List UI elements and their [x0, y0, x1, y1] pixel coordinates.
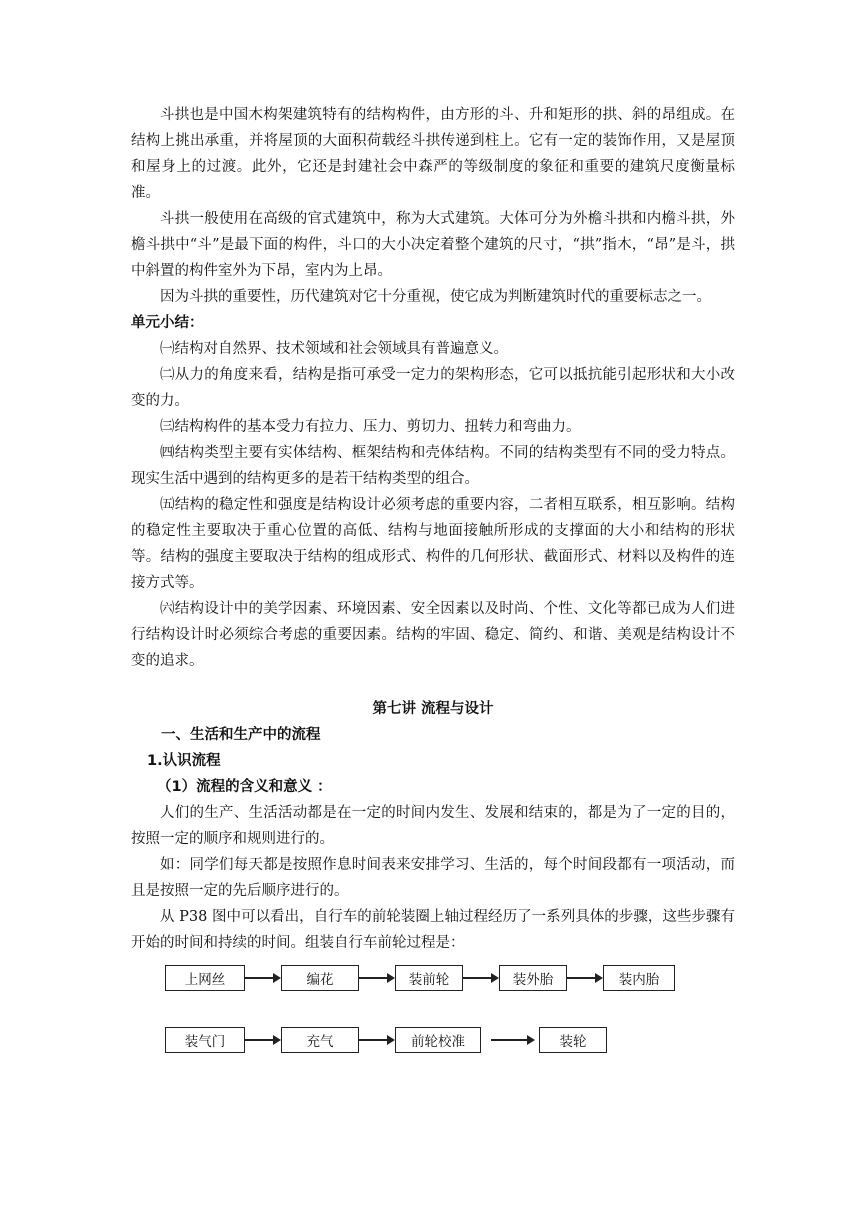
chapter-title: 第七讲 流程与设计: [372, 701, 494, 717]
flow-arrow: [463, 973, 499, 983]
paragraph-bicycle-process: 从 P38 图中可以看出，自行车的前轮装圈上轴过程经历了一系列具体的步骤，这些步骤有开始的时间和持续的时间。组装自行车前轮过程是：: [131, 909, 736, 951]
summary-item-3: ㈢结构构件的基本受力有拉力、压力、剪切力、扭转力和弯曲力。: [160, 419, 581, 435]
flow-step: 前轮校准: [395, 1027, 481, 1053]
summary-item-1: ㈠结构对自然界、技术领域和社会领域具有普遍意义。: [160, 341, 508, 357]
summary-item-2: ㈡从力的角度来看，结构是指可承受一定力的架构形态，它可以抵抗能引起形状和大小改变的力。: [131, 367, 735, 409]
flow-step: 装前轮: [395, 965, 463, 991]
flow-step: 装轮: [539, 1027, 607, 1053]
document-page: [131, 102, 735, 956]
flow-arrow: [359, 1035, 395, 1045]
flow-arrow: [245, 973, 281, 983]
paragraph-dougong-types: 斗拱一般使用在高级的官式建筑中，称为大式建筑。大体可分为外檐斗拱和内檐斗拱，外檐斗拱中“斗”是最下面的构件，斗口的大小决定着整个建筑的尺寸，“拱”指木，“昂”是斗，拱中斜置的构件室外为下昂，室内为上昂。: [131, 211, 735, 279]
flow-step: 装外胎: [499, 965, 567, 991]
summary-item-5: ㈤结构的稳定性和强度是结构设计必须考虑的重要内容，二者相互联系，相互影响。结构的稳定性主要取决于重心位置的高低、结构与地面接触所形成的支撑面的大小和结构的形状等。结构的强度主要取决于结构的组成形式、构件的几何形状、截面形式、材料以及构件的连接方式等。: [131, 497, 735, 591]
paragraph-dougong-importance: 因为斗拱的重要性，历代建筑对它十分重视，使它成为判断建筑时代的重要标志之一。: [160, 289, 711, 305]
paragraph-process-definition: 人们的生产、生活活动都是在一定的时间内发生、发展和结束的，都是为了一定的目的，按照一定的顺序和规则进行的。: [131, 805, 735, 847]
section-heading-1-1: 1.认识流程: [147, 753, 221, 769]
section-heading-1-1-1: （1）流程的含义和意义 ：: [157, 779, 332, 795]
flow-step: 上网丝: [165, 965, 245, 991]
section-heading-1: 一、生活和生产中的流程: [161, 727, 321, 743]
flow-arrow: [359, 973, 395, 983]
flow-step: 编花: [281, 965, 359, 991]
flow-arrow: [245, 1035, 281, 1045]
flow-arrow: [491, 1035, 535, 1045]
paragraph-dougong-intro: 斗拱也是中国木构架建筑特有的结构构件，由方形的斗、升和矩形的拱、斜的昂组成。在结构上挑出承重，并将屋顶的大面积荷载经斗拱传递到柱上。它有一定的装饰作用，又是屋顶和屋身上的过渡。此外，它还是封建社会中森严的等级制度的象征和重要的建筑尺度衡量标准。: [131, 107, 735, 201]
flow-step: 充气: [281, 1027, 359, 1053]
flow-step: 装气门: [165, 1027, 245, 1053]
flow-arrow: [567, 973, 603, 983]
summary-heading: 单元小结：: [131, 315, 204, 331]
flow-step: 装内胎: [603, 965, 675, 991]
paragraph-process-example: 如：同学们每天都是按照作息时间表来安排学习、生活的，每个时间段都有一项活动，而且是按照一定的先后顺序进行的。: [131, 857, 735, 899]
summary-item-4: ㈣结构类型主要有实体结构、框架结构和壳体结构。不同的结构类型有不同的受力特点。现实生活中遇到的结构更多的是若干结构类型的组合。: [131, 445, 735, 487]
summary-item-6: ㈥结构设计中的美学因素、环境因素、安全因素以及时尚、个性、文化等都已成为人们进行结构设计时必须综合考虑的重要因素。结构的牢固、稳定、简约、和谐、美观是结构设计不变的追求。: [131, 601, 735, 669]
